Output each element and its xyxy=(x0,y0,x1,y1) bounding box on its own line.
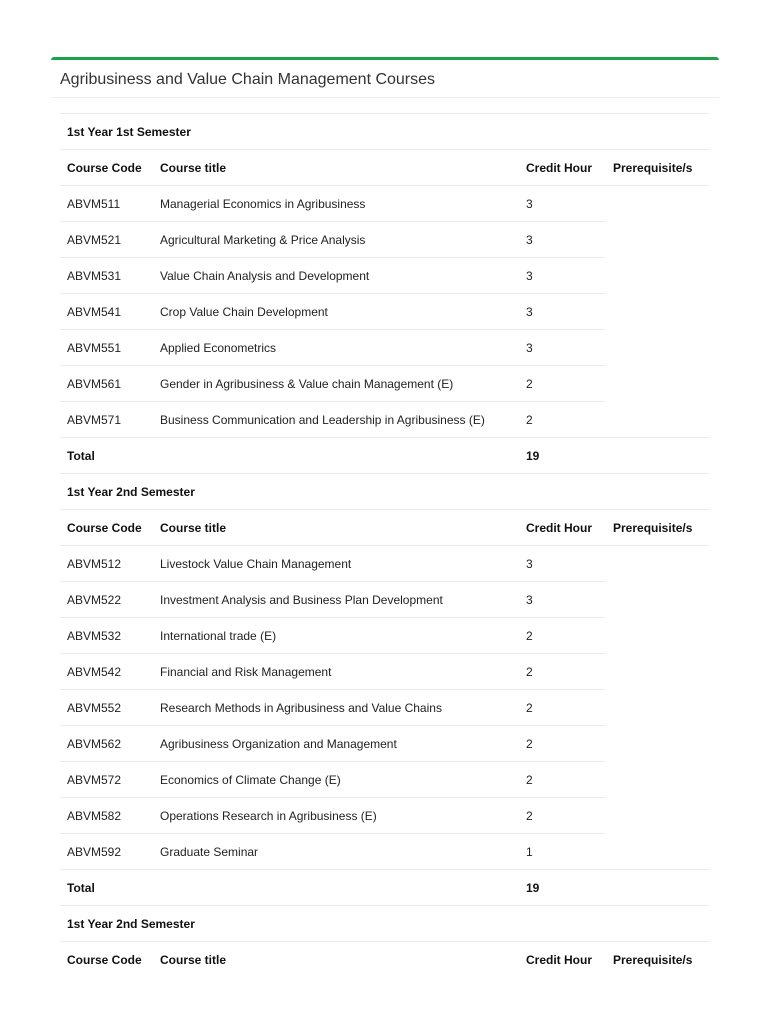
course-title: International trade (E) xyxy=(153,618,519,654)
credit-hour: 2 xyxy=(519,798,606,834)
credit-hour: 3 xyxy=(519,582,606,618)
credit-hour: 3 xyxy=(519,222,606,258)
prerequisites-cell xyxy=(606,546,710,870)
course-code: ABVM522 xyxy=(60,582,153,618)
course-code: ABVM531 xyxy=(60,258,153,294)
prerequisites-cell xyxy=(606,186,710,438)
course-code: ABVM571 xyxy=(60,402,153,438)
credit-hour: 2 xyxy=(519,726,606,762)
course-title: Gender in Agribusiness & Value chain Management (E) xyxy=(153,366,519,402)
course-title: Investment Analysis and Business Plan Development xyxy=(153,582,519,618)
course-code: ABVM572 xyxy=(60,762,153,798)
header-prerequisites: Prerequisite/s xyxy=(606,510,710,546)
header-course-title: Course title xyxy=(153,150,519,186)
semester-heading: 1st Year 2nd Semester xyxy=(60,474,710,510)
credit-hour: 2 xyxy=(519,366,606,402)
total-label: Total xyxy=(60,438,153,474)
credit-hour: 3 xyxy=(519,258,606,294)
header-course-title: Course title xyxy=(153,510,519,546)
course-code: ABVM542 xyxy=(60,654,153,690)
credit-hour: 3 xyxy=(519,294,606,330)
total-prereq-empty xyxy=(606,438,710,474)
course-title: Agribusiness Organization and Management xyxy=(153,726,519,762)
semester-heading: 1st Year 2nd Semester xyxy=(60,906,710,942)
credit-hour: 3 xyxy=(519,186,606,222)
credit-hour: 2 xyxy=(519,654,606,690)
course-code: ABVM521 xyxy=(60,222,153,258)
total-row xyxy=(60,438,710,474)
semester-heading-row xyxy=(60,906,710,942)
course-title: Business Communication and Leadership in Agribusiness (E) xyxy=(153,402,519,438)
column-header-row xyxy=(60,150,710,186)
course-code: ABVM532 xyxy=(60,618,153,654)
course-title: Applied Econometrics xyxy=(153,330,519,366)
credit-hour: 3 xyxy=(519,546,606,582)
header-course-title: Course title xyxy=(153,942,519,978)
course-title: Graduate Seminar xyxy=(153,834,519,870)
total-spacer xyxy=(153,870,519,906)
course-title: Livestock Value Chain Management xyxy=(153,546,519,582)
total-row xyxy=(60,870,710,906)
header-credit-hour: Credit Hour xyxy=(519,150,606,186)
header-credit-hour: Credit Hour xyxy=(519,942,606,978)
course-code: ABVM562 xyxy=(60,726,153,762)
credit-hour: 2 xyxy=(519,618,606,654)
course-code: ABVM552 xyxy=(60,690,153,726)
total-label: Total xyxy=(60,870,153,906)
courses-card xyxy=(51,57,719,1027)
total-prereq-empty xyxy=(606,870,710,906)
credit-hour: 2 xyxy=(519,690,606,726)
course-code: ABVM512 xyxy=(60,546,153,582)
total-credit: 19 xyxy=(519,438,606,474)
semester-heading-row xyxy=(60,114,710,150)
course-row xyxy=(60,186,710,222)
header-course-code: Course Code xyxy=(60,942,153,978)
header-prerequisites: Prerequisite/s xyxy=(606,942,710,978)
credit-hour: 2 xyxy=(519,762,606,798)
credit-hour: 3 xyxy=(519,330,606,366)
column-header-row xyxy=(60,510,710,546)
semester-heading-row xyxy=(60,474,710,510)
courses-table xyxy=(60,113,710,977)
course-code: ABVM541 xyxy=(60,294,153,330)
course-code: ABVM582 xyxy=(60,798,153,834)
course-code: ABVM551 xyxy=(60,330,153,366)
course-title: Value Chain Analysis and Development xyxy=(153,258,519,294)
course-row xyxy=(60,546,710,582)
header-course-code: Course Code xyxy=(60,150,153,186)
credit-hour: 1 xyxy=(519,834,606,870)
course-title: Research Methods in Agribusiness and Value Chains xyxy=(153,690,519,726)
course-title: Operations Research in Agribusiness (E) xyxy=(153,798,519,834)
header-prerequisites: Prerequisite/s xyxy=(606,150,710,186)
column-header-row xyxy=(60,942,710,978)
course-title: Managerial Economics in Agribusiness xyxy=(153,186,519,222)
credit-hour: 2 xyxy=(519,402,606,438)
course-title: Agricultural Marketing & Price Analysis xyxy=(153,222,519,258)
course-title: Economics of Climate Change (E) xyxy=(153,762,519,798)
header-credit-hour: Credit Hour xyxy=(519,510,606,546)
course-code: ABVM511 xyxy=(60,186,153,222)
total-spacer xyxy=(153,438,519,474)
total-credit: 19 xyxy=(519,870,606,906)
course-title: Crop Value Chain Development xyxy=(153,294,519,330)
page-title: Agribusiness and Value Chain Management Courses xyxy=(60,70,436,88)
header-course-code: Course Code xyxy=(60,510,153,546)
course-code: ABVM561 xyxy=(60,366,153,402)
card-header xyxy=(51,60,719,98)
course-code: ABVM592 xyxy=(60,834,153,870)
semester-heading: 1st Year 1st Semester xyxy=(60,114,710,150)
course-title: Financial and Risk Management xyxy=(153,654,519,690)
